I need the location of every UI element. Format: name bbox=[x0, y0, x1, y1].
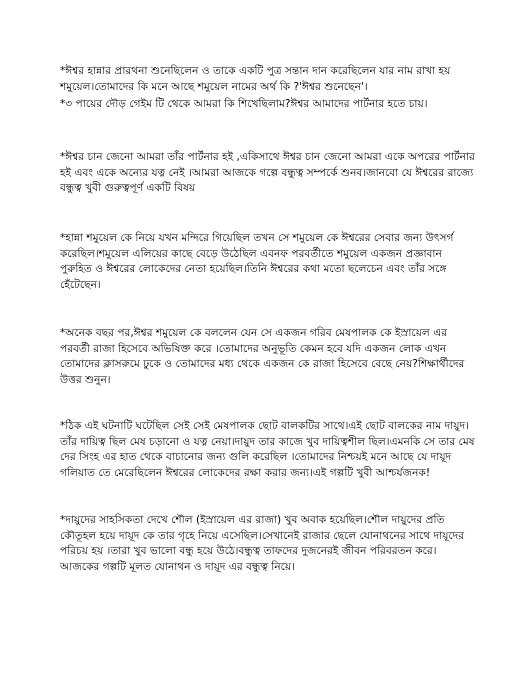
paragraph-david-shepherd: *ঠিক এই ঘটনাটি ঘটেছিল সেই সেই মেষপালক ছোট বালকটির সাথে।এই ছোট বালকের নাম দায়ুদ। তাঁর দায়িত্ব ছিল মেষ চড়ানো ও যত্ন নেয়া।দায়ুদ তার কাজে খুব দায়িত্বশীল ছিল।এমনকি সে তার মেষ দের সিংহ এর হাত থেকে বাচানোর জন্য গুলি করেছিল ।তোমাদের নিশ্চয়ই মনে আছে যে দায়ূদ গলিয়াত তে মেরেছিলেন ঈশ্বরের লোকেদের রক্ষা করার জন্য।এই গল্পটি খুবী আশ্চর্যজনক! bbox=[60, 420, 475, 479]
paragraph-david-jonathan: *দায়ুদের সাহসিকতা দেখে শৌল (ইস্রায়েল এর রাজা) খুব অবাক হয়েছিল।শৌল দায়ুদের প্রতি কৌতূহল হয়ে দায়ূদ কে তার গৃহে নিয়ে এসেছিল।সেখানেই রাজার ছেলে যোনাথনের সাথে দায়ূদের পরিচয় হয় ।তারা খুব ভালো বন্ধু হয়ে উঠে।বন্ধুত্ব তাফদের দুজনেরই জীবন পরিবরতন করে।আজকের গল্পটি মূলত যোনাথন ও দায়ূদ এর বন্ধুত্ব নিয়ে। bbox=[60, 514, 465, 573]
paragraph-anointing-king: *অনেক বছর পর,ঈশ্বর শমুয়েল কে বললেন যেন সে একজন গরিব মেষপালক কে ইস্রায়েল এর পরবর্তী রাজা হিসেবে অভিষিক্ত করে ।তোমাদের অনুভূতি কেমন হবে যদি একজন লোক এখন তোমাদের ক্লাসরুমে ঢুকে ও তোমাদের মধ্য থেকে একজন কে রাজা হিসেবে বেছে নেয়?শিক্ষার্থীদের উত্তর শুনুন। bbox=[60, 327, 465, 386]
paragraph-hannah-prayer: *ঈশ্বর হান্নার প্রারথনা শুনেছিলেন ও তাকে একটি পুত্র সন্তান দান করেছিলেন যার নাম রাখা হয় শমুয়েল।তোমাদের কি মনে আছে শমুয়েল নামের অর্থ কি ?'ঈশ্বর শুনেছেন'। bbox=[60, 65, 451, 93]
paragraph-three-legged-race: *৩ পায়ের দৌড় গেইম টি থেকে আমরা কি শিখেছিলাম?ঈশ্বর আমাদের পার্টনার হতে চায়। bbox=[60, 98, 428, 110]
paragraph-partner-friendship: *ঈশ্বর চান জেনো আমরা তাঁর পার্টনার হই ,একিসাথে ঈশ্বর চান জেনো আমরা একে অপরের পার্টনার হই এবং একে অন্যের যত্ন নেই ।আমরা আজকে গল্পে বন্ধুত্ব সম্পর্কে শুনব।জানবো যে ঈশ্বরের রাজ্যে বন্ধুত্ব খুবী গুরুত্বপূর্ণ একটি বিষয় bbox=[60, 151, 475, 194]
paragraph-samuel-temple: *হান্না শমুয়েল কে নিয়ে যখন মন্দিরে গিয়েছিল তখন সে শমুয়েল কে ঈশ্বরের সেবার জন্য উৎসর্গ করেছিল।শমুয়েল এলিয়ের কাছে বেড়ে উঠেছিল এবনফ পরবর্তীতে শমুয়েল একজন প্রজ্ঞাবান পুরুহিত ও ঈশ্বরের লোকেদের নেতা হয়েছিল।তিনি ঈশ্বরের কথা মতো ছলেচেন এবং তাঁর সঙ্গে হেঁটেছেন। bbox=[60, 232, 454, 291]
